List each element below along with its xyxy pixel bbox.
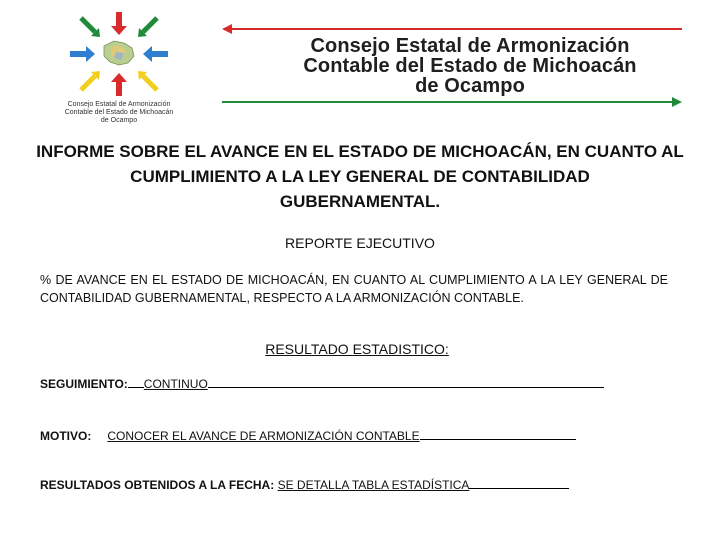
underline bbox=[128, 376, 144, 388]
arrow-left-blue bbox=[143, 46, 168, 62]
results-value: SE DETALLA TABLA ESTADÍSTICA bbox=[277, 478, 470, 492]
org-title-line: de Ocampo bbox=[415, 75, 525, 97]
reason-value: CONOCER EL AVANCE DE ARMONIZACIÓN CONTABLE bbox=[107, 429, 420, 443]
top-red-rule bbox=[222, 23, 682, 35]
arrow-diag-yellow-br bbox=[138, 71, 157, 90]
arrow-up-red bbox=[111, 73, 127, 96]
follow-up-value: CONTINUO bbox=[143, 377, 208, 391]
underline bbox=[208, 376, 604, 388]
logo-caption-line: Consejo Estatal de Armonización bbox=[67, 101, 171, 108]
org-title bbox=[270, 36, 670, 96]
arrow-down-red bbox=[111, 12, 127, 35]
bottom-green-rule bbox=[222, 96, 682, 108]
underline bbox=[469, 477, 569, 489]
arrow-diag-green-tr bbox=[138, 18, 157, 37]
percentage-paragraph: % DE AVANCE EN EL ESTADO DE MICHOACÁN, EN CUANTO AL CUMPLIMIENTO A LA LEY GENERAL DE CONTABILIDAD GUBERNAMENTAL, RESPECTO A LA ARMONIZACIÓN CONTABLE. bbox=[40, 273, 668, 305]
logo-caption bbox=[44, 101, 194, 125]
executive-report-title: REPORTE EJECUTIVO bbox=[285, 235, 435, 251]
follow-up-row bbox=[40, 376, 604, 391]
arrow-right-blue bbox=[70, 46, 95, 62]
council-logo bbox=[44, 8, 194, 132]
report-heading-line: CUMPLIMIENTO A LA LEY GENERAL DE CONTABILIDAD bbox=[130, 167, 590, 186]
results-row bbox=[40, 477, 569, 492]
compass-arrows-icon bbox=[64, 8, 174, 100]
reason-row bbox=[40, 428, 576, 443]
logo-caption-line: Contable del Estado de Michoacán bbox=[64, 109, 174, 116]
logo-caption-line: de Ocampo bbox=[100, 117, 138, 124]
org-title-line: Contable del Estado de Michoacán bbox=[303, 55, 637, 77]
follow-up-label: SEGUIMIENTO: bbox=[40, 377, 128, 391]
statistical-result-label: RESULTADO ESTADISTICO: bbox=[265, 341, 449, 357]
results-label: RESULTADOS OBTENIDOS A LA FECHA: bbox=[40, 478, 275, 492]
report-heading bbox=[30, 139, 690, 214]
underline bbox=[420, 428, 576, 440]
report-heading-line: INFORME SOBRE EL AVANCE EN EL ESTADO DE MICHOACÁN, EN CUANTO AL bbox=[36, 142, 684, 161]
arrow-diag-green-tl bbox=[81, 18, 100, 37]
reason-label: MOTIVO: bbox=[40, 429, 92, 443]
org-title-line: Consejo Estatal de Armonización bbox=[310, 35, 630, 57]
statistical-result-heading bbox=[0, 341, 714, 357]
report-heading-line: GUBERNAMENTAL. bbox=[279, 192, 441, 211]
michoacan-map-icon bbox=[104, 41, 134, 65]
arrow-diag-yellow-bl bbox=[81, 71, 100, 90]
